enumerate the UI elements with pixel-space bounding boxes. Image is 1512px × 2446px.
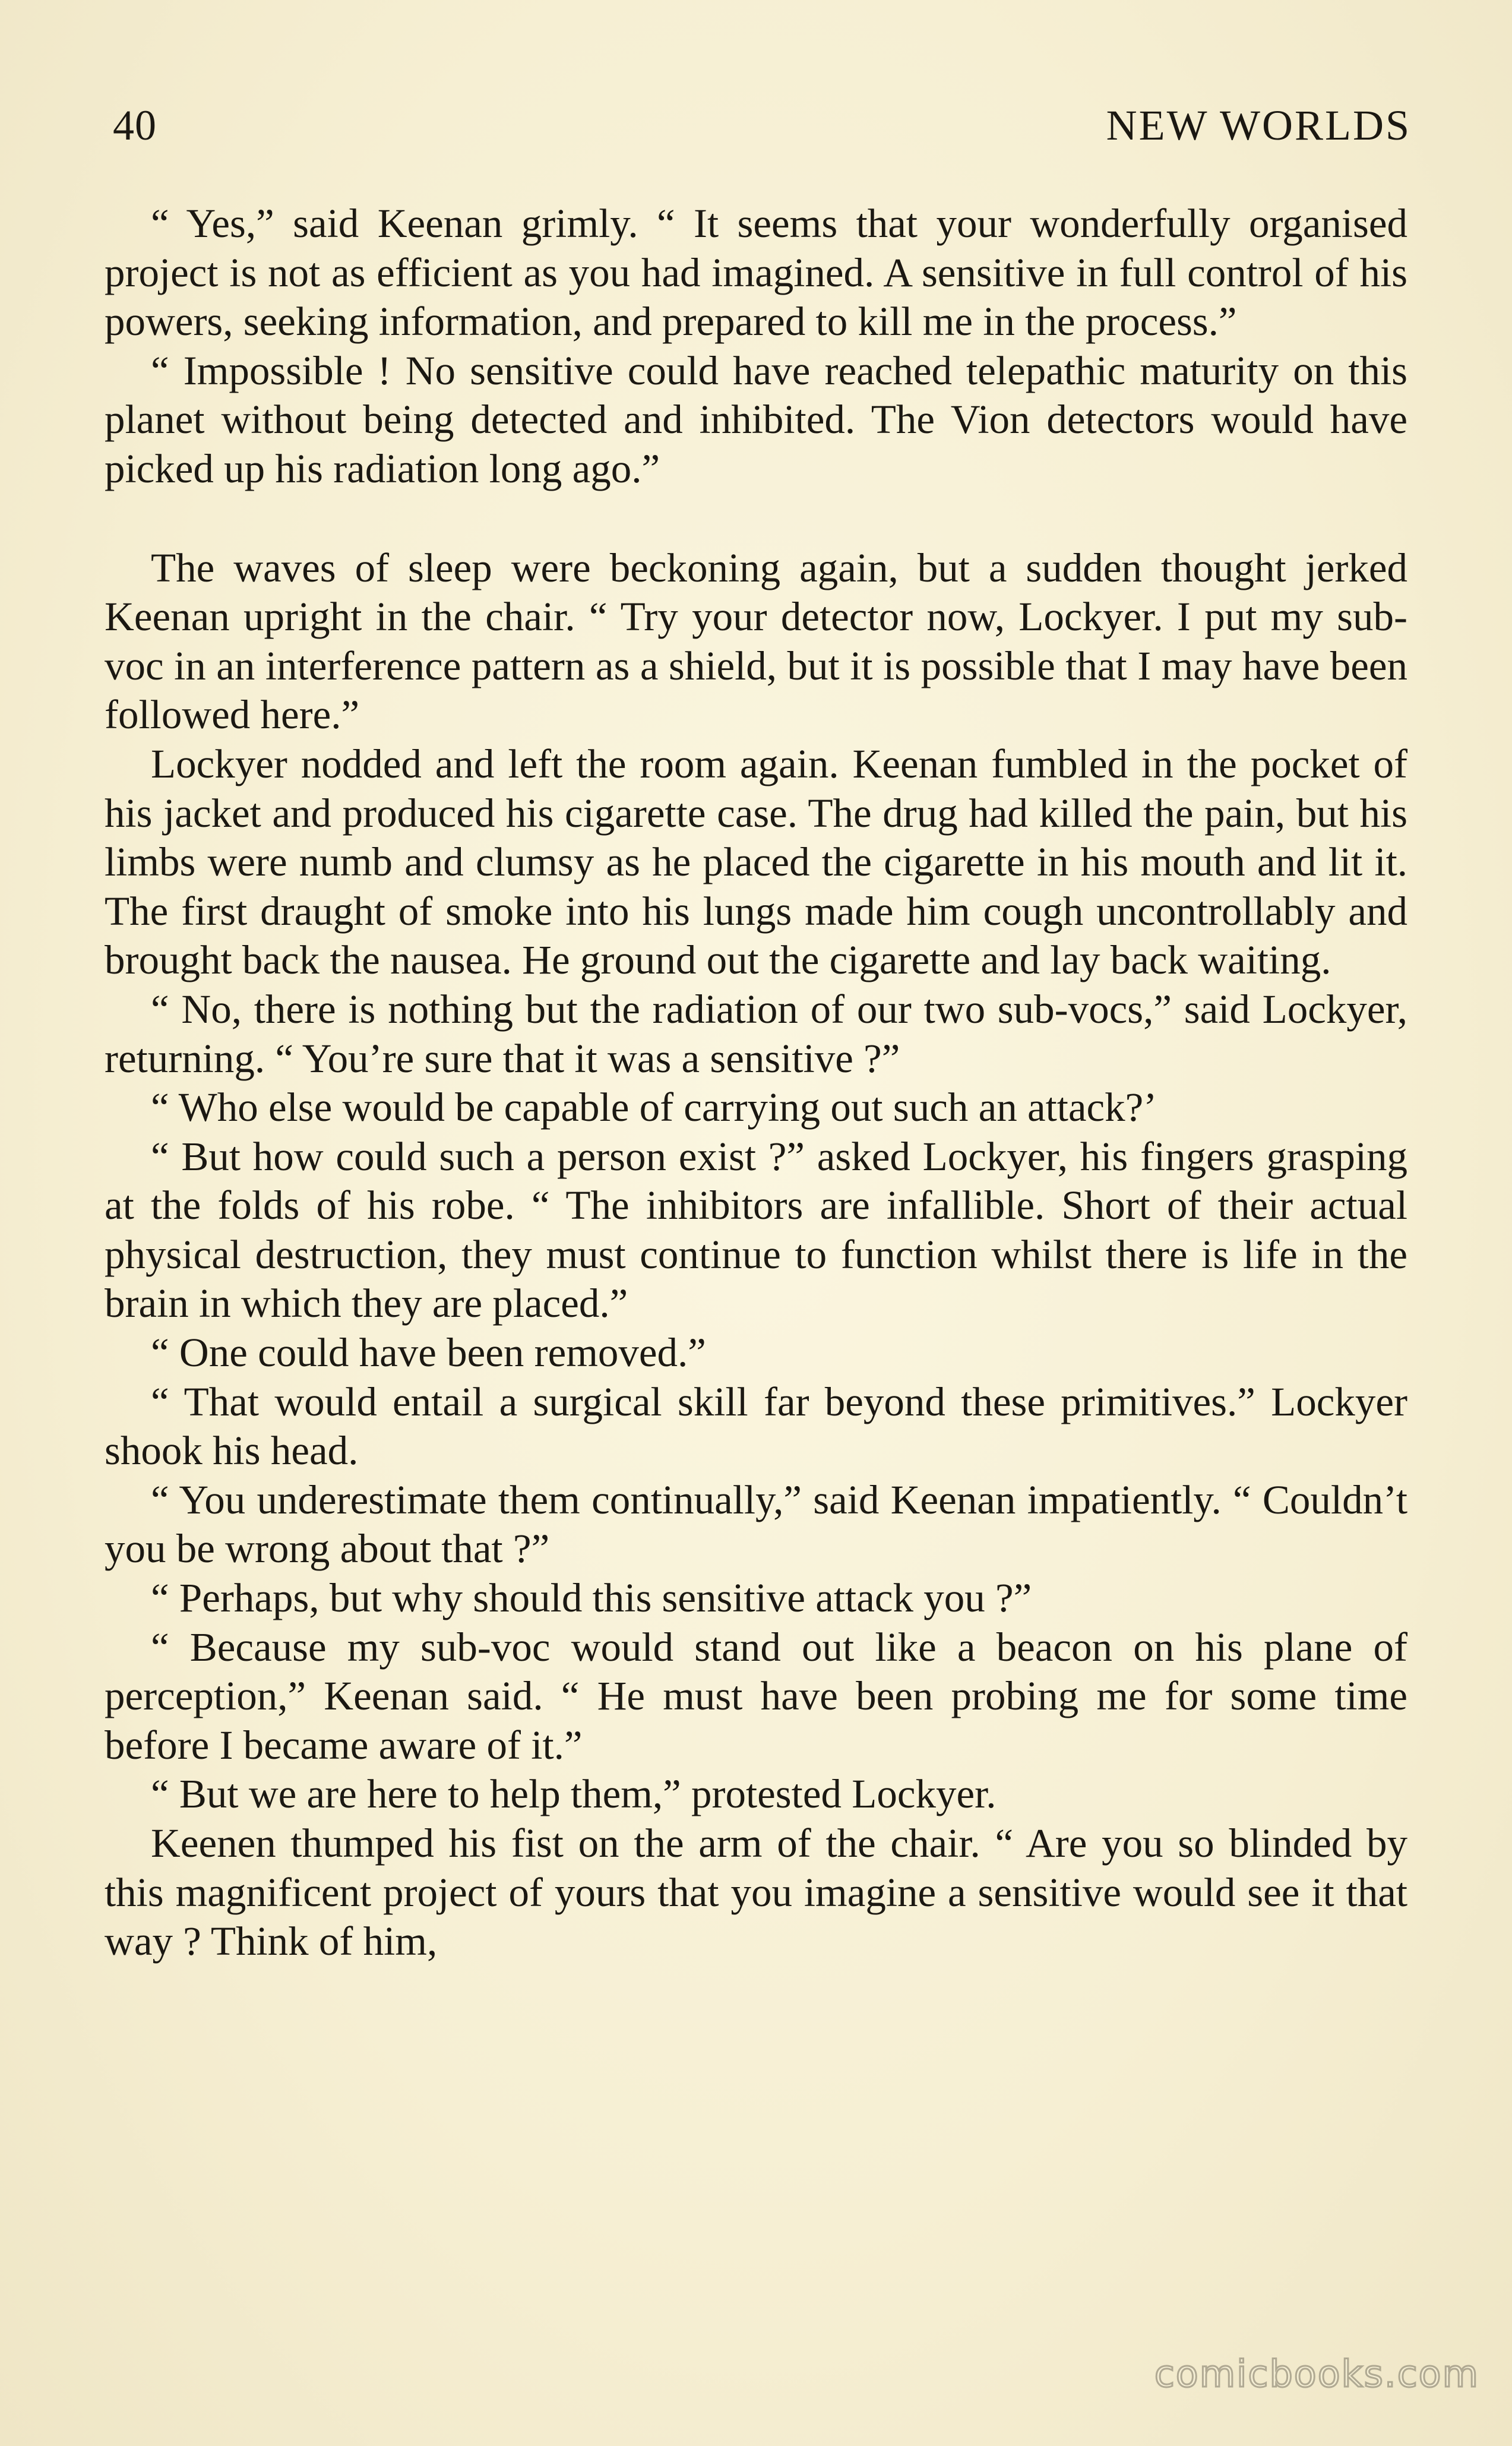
page-number: 40 — [113, 102, 157, 149]
paragraph: The waves of sleep were beckoning again, but a sudden thought jerked Keenan upright in the chair. “ Try your detector now, Lockyer. I put my sub-voc in an interference pattern as a shield, but it is possible that I may have been followed here.” — [105, 545, 1407, 738]
paragraph: “ No, there is nothing but the radiation of our two sub-vocs,” said Lockyer, returning. “ You’re sure that it was a sensitive ?” — [105, 986, 1407, 1081]
paragraph: Keenen thumped his fist on the arm of the chair. “ Are you so blinded by this magnificent project of yours that you imagine a sensitive would see it that way ? Think of him, — [105, 1821, 1407, 1964]
paragraph: “ Impossible ! No sensitive could have reached telepathic maturity on this planet without being detected and inhibited. The Vion detectors would have picked up his radiation long ago.” — [105, 347, 1407, 491]
paragraph: “ That would entail a surgical skill far beyond these primitives.” Lockyer shook his head. — [105, 1379, 1407, 1474]
paragraph: “ Who else would be capable of carrying out such an attack?’ — [151, 1085, 1157, 1130]
paragraph: Lockyer nodded and left the room again. Keenan fumbled in the pocket of his jacket and produced his cigarette case. The drug had killed the pain, but his limbs were numb and clumsy as he placed the cigarette in his mouth and lit it. The first draught of smoke into his lungs made him cough uncontrollably and brought back the nausea. He ground out the cigarette and lay back waiting. — [105, 741, 1407, 983]
running-head: NEW WORLDS — [1106, 102, 1411, 149]
paragraph: “ But how could such a person exist ?” asked Lockyer, his fingers grasping at the folds of his robe. “ The inhibitors are infallible. Short of their actual physical destruction, they must continue to function whilst there is life in the brain in which they are placed.” — [105, 1133, 1407, 1326]
story-text — [105, 199, 1407, 1966]
paragraph: “ Yes,” said Keenan grimly. “ It seems that your wonderfully organised project is not as efficient as you had imagined. A sensitive in full control of his powers, seeking information, and prepared to kill me in the process.” — [105, 201, 1407, 345]
paragraph: “ You underestimate them continually,” said Keenan impatiently. “ Couldn’t you be wrong about that ?” — [105, 1477, 1407, 1572]
paragraph: “ Perhaps, but why should this sensitive attack you ?” — [151, 1575, 1032, 1621]
paragraph: “ But we are here to help them,” protested Lockyer. — [151, 1771, 997, 1817]
paragraph: “ Because my sub-voc would stand out like a beacon on his plane of perception,” Keenan said. “ He must have been probing me for some time before I became aware of it.” — [105, 1624, 1407, 1768]
watermark: comicbooks.com — [1154, 2352, 1479, 2396]
paragraph: “ One could have been removed.” — [151, 1330, 706, 1376]
page-header — [113, 101, 1411, 160]
